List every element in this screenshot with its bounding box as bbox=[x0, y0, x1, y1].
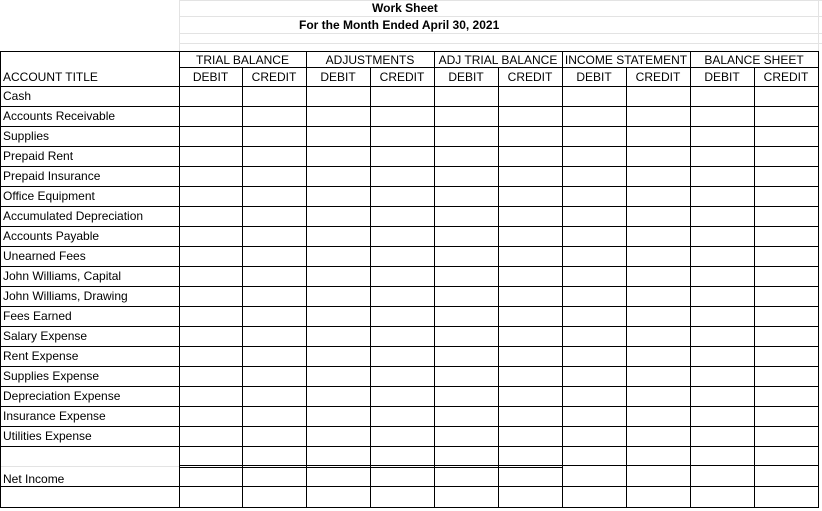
table-border bbox=[0, 366, 179, 367]
table-border bbox=[754, 67, 755, 508]
table-border bbox=[0, 51, 818, 52]
account-name: John Williams, Drawing bbox=[3, 289, 128, 303]
table-border bbox=[562, 51, 563, 508]
account-name: Salary Expense bbox=[3, 329, 88, 343]
account-title-header: ACCOUNT TITLE bbox=[3, 70, 98, 84]
table-border bbox=[0, 486, 818, 487]
debit-header: DEBIT bbox=[192, 70, 229, 84]
account-name: Prepaid Rent bbox=[3, 149, 74, 163]
table-border bbox=[0, 386, 179, 387]
table-border bbox=[0, 166, 179, 167]
grid-line bbox=[818, 0, 819, 51]
net-income-label: Net Income bbox=[3, 472, 65, 486]
table-border bbox=[626, 67, 627, 508]
table-border bbox=[690, 51, 691, 508]
table-border bbox=[818, 51, 819, 508]
table-border bbox=[0, 507, 818, 508]
account-name: Supplies Expense bbox=[3, 369, 100, 383]
grid-line bbox=[179, 0, 180, 51]
account-name: Cash bbox=[3, 89, 32, 103]
table-border bbox=[0, 286, 179, 287]
table-border bbox=[0, 326, 179, 327]
column-group-label: BALANCE SHEET bbox=[704, 53, 804, 67]
account-name: Utilities Expense bbox=[3, 429, 92, 443]
account-name: Unearned Fees bbox=[3, 249, 86, 263]
sheet-subtitle: For the Month Ended April 30, 2021 bbox=[299, 18, 500, 32]
credit-header: CREDIT bbox=[251, 70, 297, 84]
table-border bbox=[498, 67, 499, 508]
table-border bbox=[242, 67, 243, 508]
credit-header: CREDIT bbox=[379, 70, 425, 84]
credit-header: CREDIT bbox=[507, 70, 553, 84]
table-border bbox=[434, 51, 435, 508]
table-border bbox=[306, 51, 307, 508]
column-group-label: ADJ TRIAL BALANCE bbox=[438, 53, 558, 67]
grid-line bbox=[179, 0, 822, 1]
account-name: Office Equipment bbox=[3, 189, 95, 203]
table-border bbox=[0, 426, 179, 427]
account-name: Prepaid Insurance bbox=[3, 169, 101, 183]
account-name: John Williams, Capital bbox=[3, 269, 122, 283]
column-group-label: INCOME STATEMENT bbox=[564, 53, 688, 67]
table-border bbox=[0, 86, 179, 87]
debit-header: DEBIT bbox=[448, 70, 484, 84]
table-border bbox=[0, 406, 179, 407]
column-group-label: TRIAL BALANCE bbox=[196, 53, 289, 67]
table-border bbox=[370, 67, 371, 508]
table-border bbox=[0, 346, 179, 347]
debit-header: DEBIT bbox=[576, 70, 612, 84]
table-border bbox=[0, 266, 179, 267]
debit-header: DEBIT bbox=[320, 70, 356, 84]
grid-line bbox=[179, 33, 822, 34]
credit-header: CREDIT bbox=[763, 70, 809, 84]
account-name: Fees Earned bbox=[3, 309, 72, 323]
table-border bbox=[0, 446, 179, 447]
table-border bbox=[0, 206, 179, 207]
grid-line bbox=[0, 466, 179, 467]
credit-header: CREDIT bbox=[635, 70, 681, 84]
grid-line bbox=[179, 16, 822, 17]
account-name: Accounts Payable bbox=[3, 229, 100, 243]
debit-header: DEBIT bbox=[704, 70, 740, 84]
account-name: Accumulated Depreciation bbox=[3, 209, 144, 223]
account-name: Depreciation Expense bbox=[3, 389, 121, 403]
account-name: Insurance Expense bbox=[3, 409, 106, 423]
account-name: Accounts Receivable bbox=[3, 109, 116, 123]
table-border bbox=[0, 126, 179, 127]
table-border bbox=[0, 246, 179, 247]
account-name: Supplies bbox=[3, 129, 50, 143]
table-border bbox=[0, 306, 179, 307]
table-border bbox=[0, 106, 179, 107]
table-border bbox=[0, 51, 1, 507]
sheet-title: Work Sheet bbox=[372, 1, 438, 15]
table-border bbox=[0, 186, 179, 187]
table-border bbox=[179, 51, 180, 508]
account-name: Rent Expense bbox=[3, 349, 79, 363]
table-border bbox=[0, 146, 179, 147]
table-border bbox=[0, 226, 179, 227]
grid-line bbox=[179, 43, 822, 44]
column-group-label: ADJUSTMENTS bbox=[325, 53, 415, 67]
